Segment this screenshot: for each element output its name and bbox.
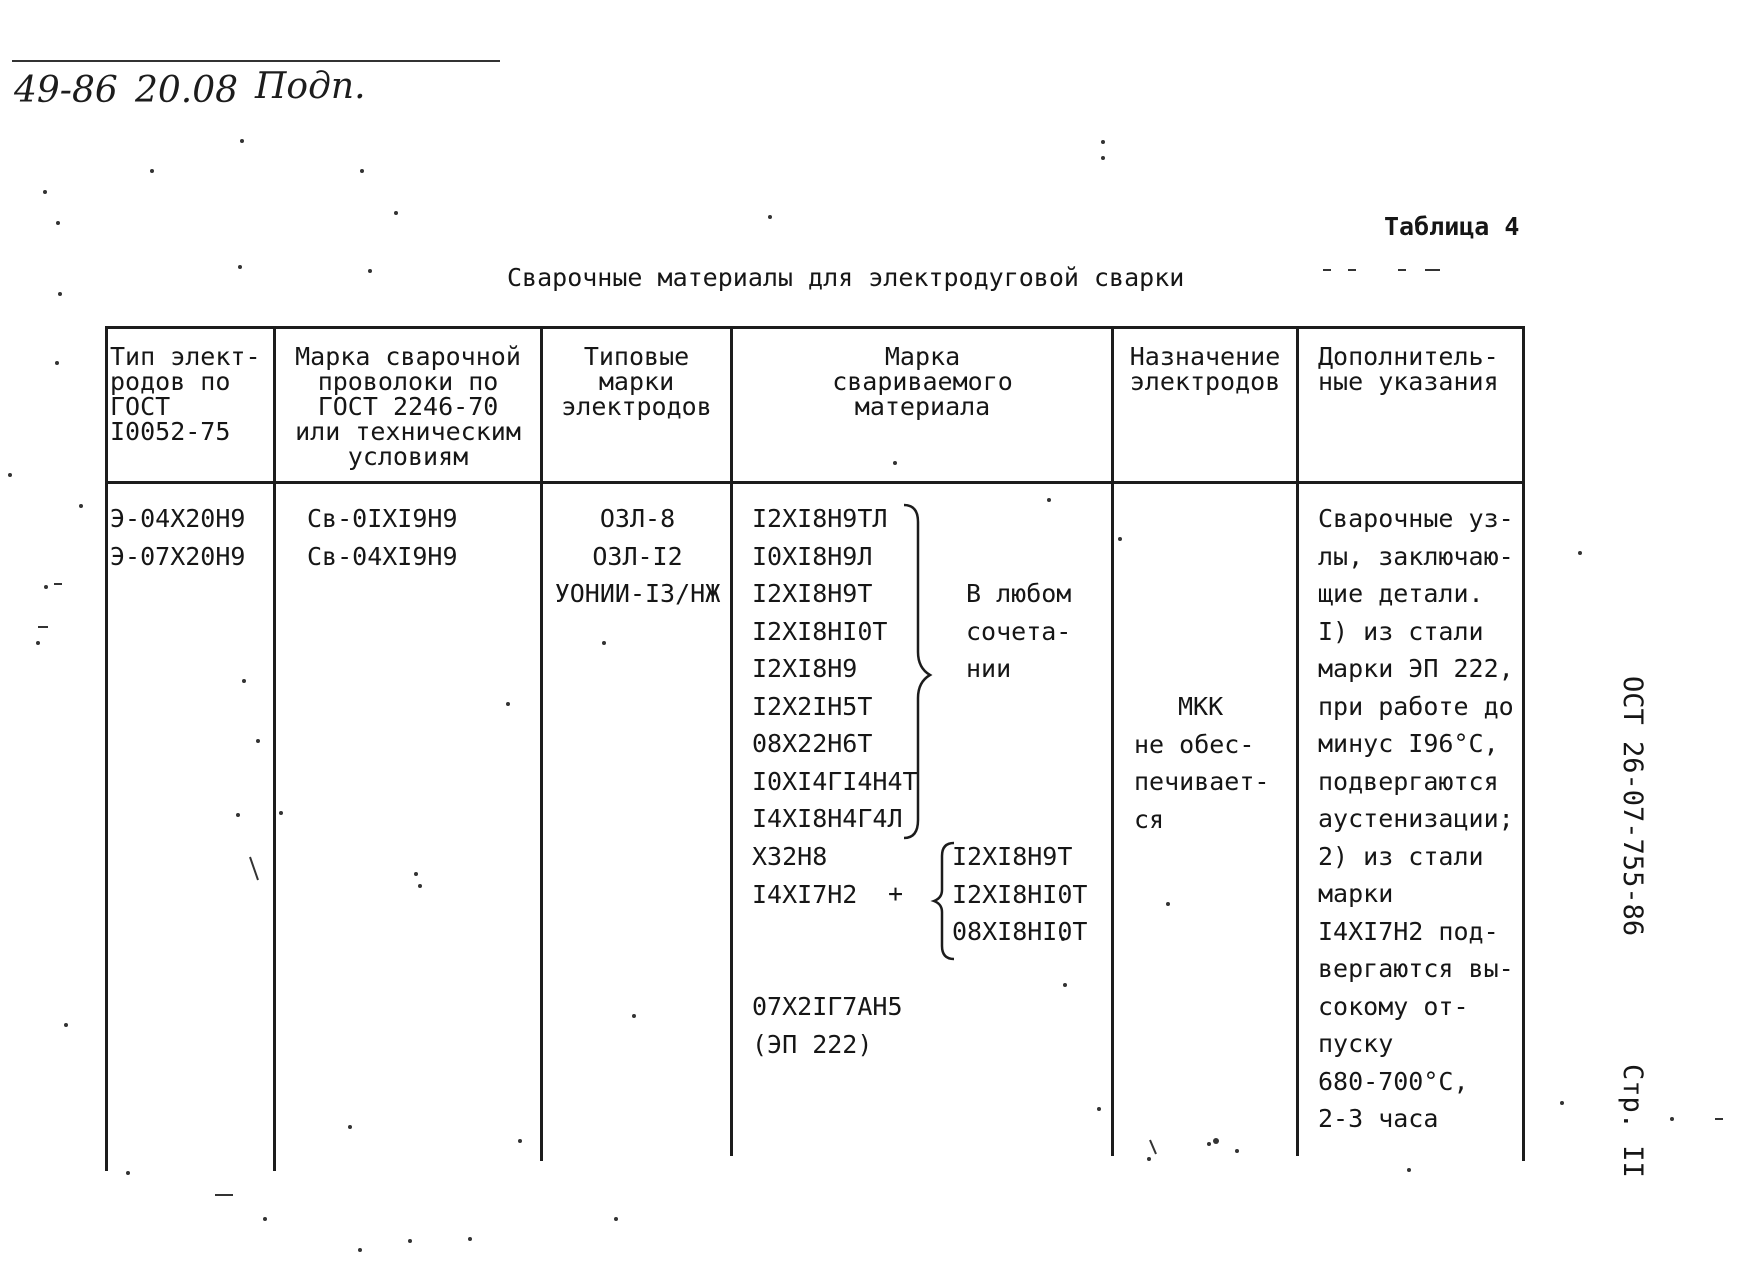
page-title: Сварочные материалы для электродуговой сварки: [507, 263, 1185, 292]
header-material-grade: Марка свариваемого материала: [832, 342, 1013, 421]
page-number: Стр. II: [1617, 1064, 1648, 1178]
header-wire-grade: Марка сварочной проволоки по ГОСТ 2246-70 или техническим условиям: [295, 342, 521, 471]
header-electrode-type: Тип элект- родов по ГОСТ I0052-75: [110, 342, 261, 446]
materials-group-list: [752, 500, 918, 838]
col-divider-5: [1296, 326, 1299, 1156]
header-notes: Дополнитель- ные указания: [1318, 342, 1499, 396]
col-divider-3: [730, 326, 733, 1156]
table-label: Таблица 4: [1384, 212, 1520, 241]
list-item: I2ХI8Н9Т: [752, 579, 873, 608]
list-item: Х32Н8: [752, 842, 828, 871]
list-item: Св-04ХI9Н9: [307, 541, 458, 571]
list-item: I4ХI8Н4Г4Л: [752, 804, 903, 833]
table-left-border: [105, 326, 108, 1171]
list-item: I0ХI4ГI4Н4Т: [752, 766, 918, 796]
header-electrode-marks: Типовые марки электродов: [561, 342, 712, 421]
electrode-types-list: [110, 500, 245, 575]
group-brace: [900, 502, 940, 842]
notes-text: Сварочные уз- лы, заключаю- щие детали. I) из стали марки ЭП 222, при работе до минус I96°С, подвергаются аустенизации; 2) из стали марки I4ХI7Н2 под- вергаются вы- сокому от- пуску 680-700°С, 2-3 часа: [1318, 504, 1514, 1133]
list-item: I2ХI8Н9ТЛ: [752, 504, 888, 533]
handwritten-signature-note: Подп.: [255, 66, 366, 107]
header-purpose: Назначение электродов: [1129, 342, 1281, 396]
purpose-text: МКК не обес- печивает- ся: [1134, 692, 1270, 834]
table-top-border: [105, 326, 1525, 329]
plus-sign: +: [888, 879, 904, 908]
pair-right-list: [952, 838, 1087, 951]
header-bottom-border: [105, 481, 1525, 484]
pair-left-list: [752, 838, 857, 913]
wire-grades-list: [307, 500, 458, 575]
col-divider-4: [1111, 326, 1114, 1156]
list-item: Э-04Х20Н9: [110, 504, 246, 533]
list-item: 08ХI8НI0Т: [952, 917, 1088, 946]
col-divider-2: [540, 326, 543, 1161]
list-item: I4ХI7Н2: [752, 879, 858, 909]
list-item: I2ХI8НI0Т: [752, 616, 888, 646]
handwritten-date: 20.08: [135, 70, 239, 111]
list-item: ОЗЛ-I2: [592, 541, 683, 571]
list-item: УОНИИ-I3/НЖ: [554, 579, 721, 608]
document-code: ОСТ 26-07-755-86: [1617, 676, 1648, 937]
list-item: I0ХI8Н9Л: [752, 541, 873, 571]
list-item: I2ХI8Н9Т: [952, 842, 1073, 871]
material-last: 07Х2IГ7АН5 (ЭП 222): [752, 992, 903, 1059]
list-item: ОЗЛ-8: [599, 504, 676, 533]
list-item: 08Х22Н6Т: [752, 729, 873, 758]
electrode-marks-list: [545, 500, 730, 613]
list-item: Э-07Х20Н9: [110, 541, 246, 571]
top-rule: [12, 60, 500, 62]
list-item: I2ХI8НI0Т: [952, 879, 1088, 909]
group-note: В любом сочета- нии: [966, 579, 1072, 683]
col-divider-1: [273, 326, 276, 1171]
table-right-border: [1522, 326, 1525, 1161]
list-item: Св-0IХI9Н9: [307, 504, 458, 533]
handwritten-number: 49-86: [14, 70, 118, 111]
list-item: I2ХI8Н9: [752, 654, 858, 683]
list-item: I2Х2IН5Т: [752, 691, 873, 721]
